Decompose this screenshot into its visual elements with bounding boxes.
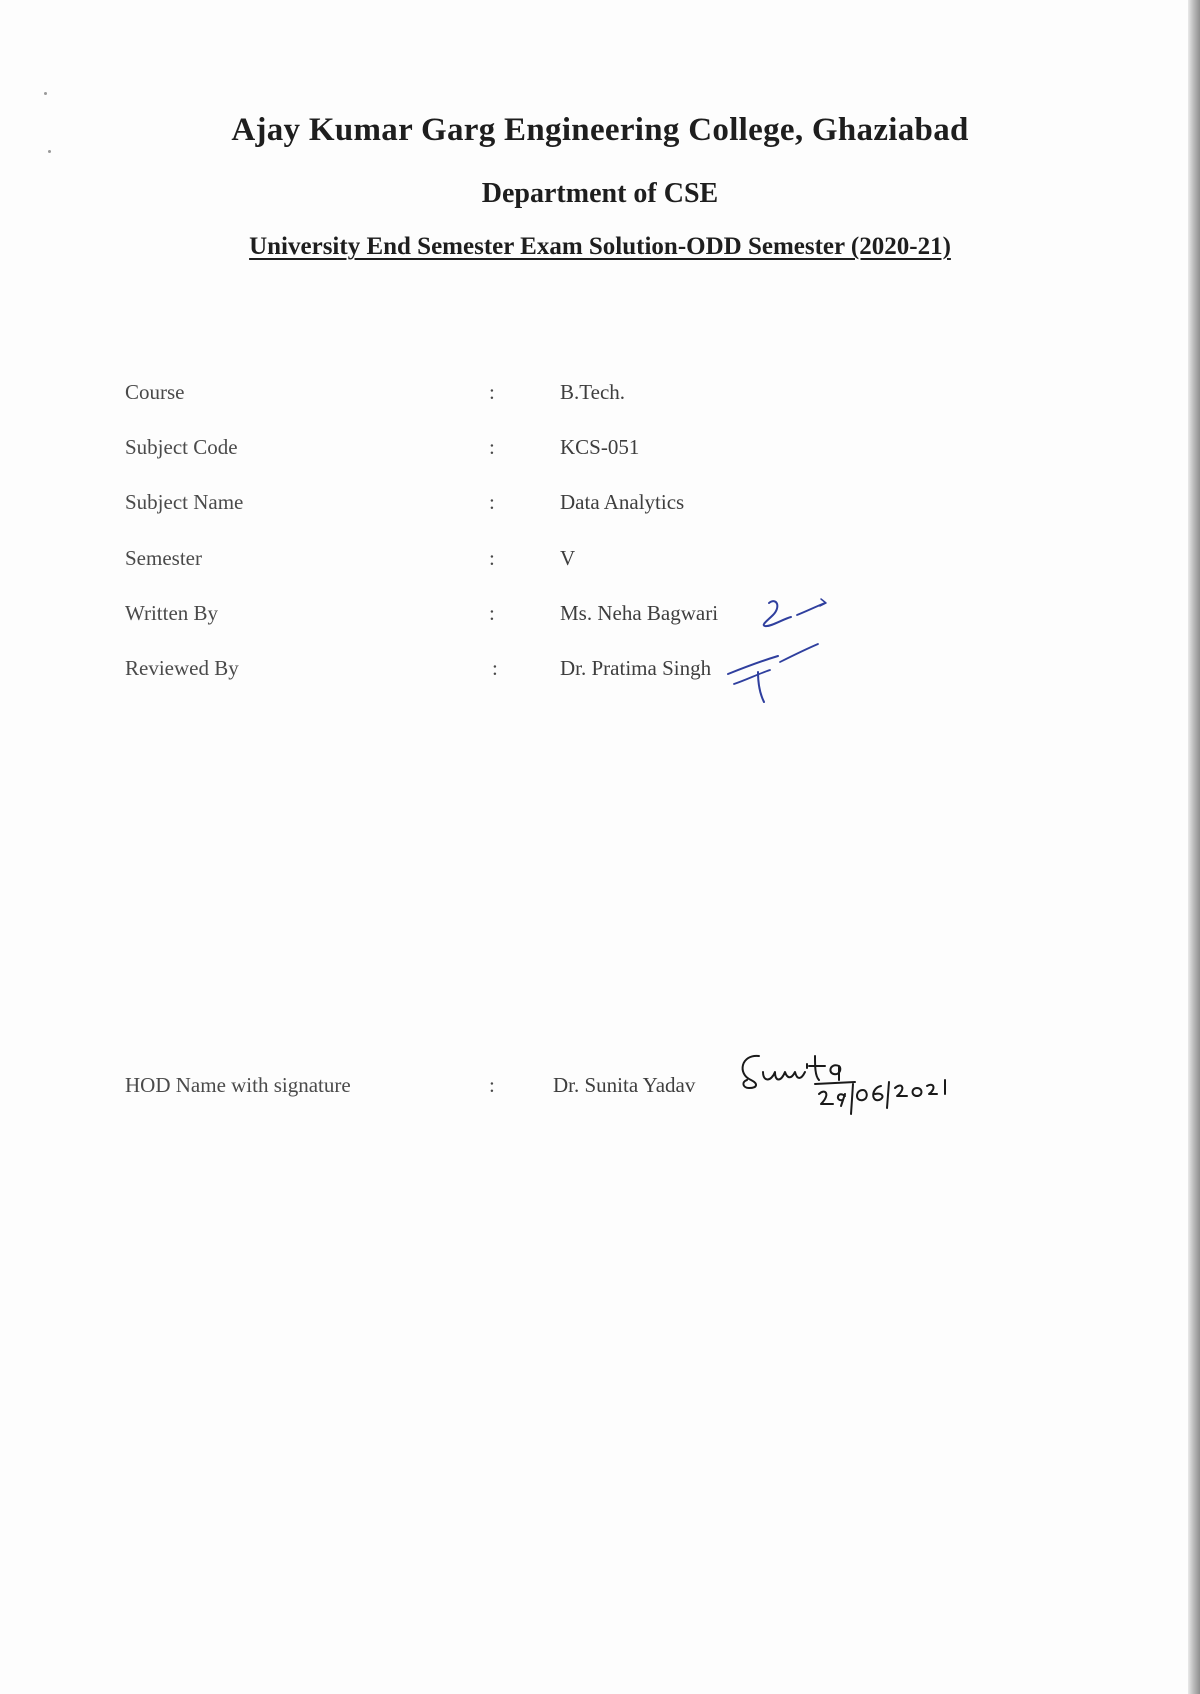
hod-label: HOD Name with signature: [125, 1073, 351, 1097]
detail-row-reviewed-by: [0, 656, 1200, 686]
detail-row-subject-name: [0, 490, 1200, 520]
detail-row-written-by: [0, 601, 1200, 631]
detail-label: Reviewed By: [125, 656, 239, 680]
detail-value: Ms. Neha Bagwari: [560, 601, 719, 625]
detail-label: Subject Code: [125, 435, 238, 459]
reviewer-signature: [718, 640, 828, 706]
scan-speck: [44, 92, 47, 95]
detail-value: KCS-051: [560, 435, 640, 459]
detail-separator: :: [489, 601, 495, 625]
hod-signature: [735, 1050, 965, 1130]
detail-label: Semester: [125, 546, 202, 570]
detail-row-course: [0, 380, 1200, 410]
detail-value: B.Tech.: [560, 380, 626, 404]
detail-label: Course: [125, 380, 185, 404]
scan-speck: [48, 150, 51, 153]
detail-value: Data Analytics: [560, 490, 685, 514]
detail-label: Written By: [125, 601, 219, 625]
detail-separator: :: [492, 656, 498, 680]
detail-separator: :: [489, 490, 495, 514]
hod-separator: :: [489, 1073, 495, 1097]
detail-row-semester: [0, 546, 1200, 576]
department-name: Department of CSE: [481, 178, 719, 209]
detail-separator: :: [489, 546, 495, 570]
detail-value: Dr. Pratima Singh: [560, 656, 712, 680]
writer-signature: [755, 595, 835, 635]
college-name: Ajay Kumar Garg Engineering College, Ghaziabad: [231, 112, 969, 148]
detail-separator: :: [489, 380, 495, 404]
detail-label: Subject Name: [125, 490, 244, 514]
hod-value: Dr. Sunita Yadav: [553, 1073, 696, 1097]
detail-row-subject-code: [0, 435, 1200, 465]
detail-value: V: [560, 546, 576, 570]
exam-title: University End Semester Exam Solution-ODD Semester (2020-21): [249, 233, 951, 260]
detail-separator: :: [489, 435, 495, 459]
hod-row: [0, 1073, 1200, 1103]
